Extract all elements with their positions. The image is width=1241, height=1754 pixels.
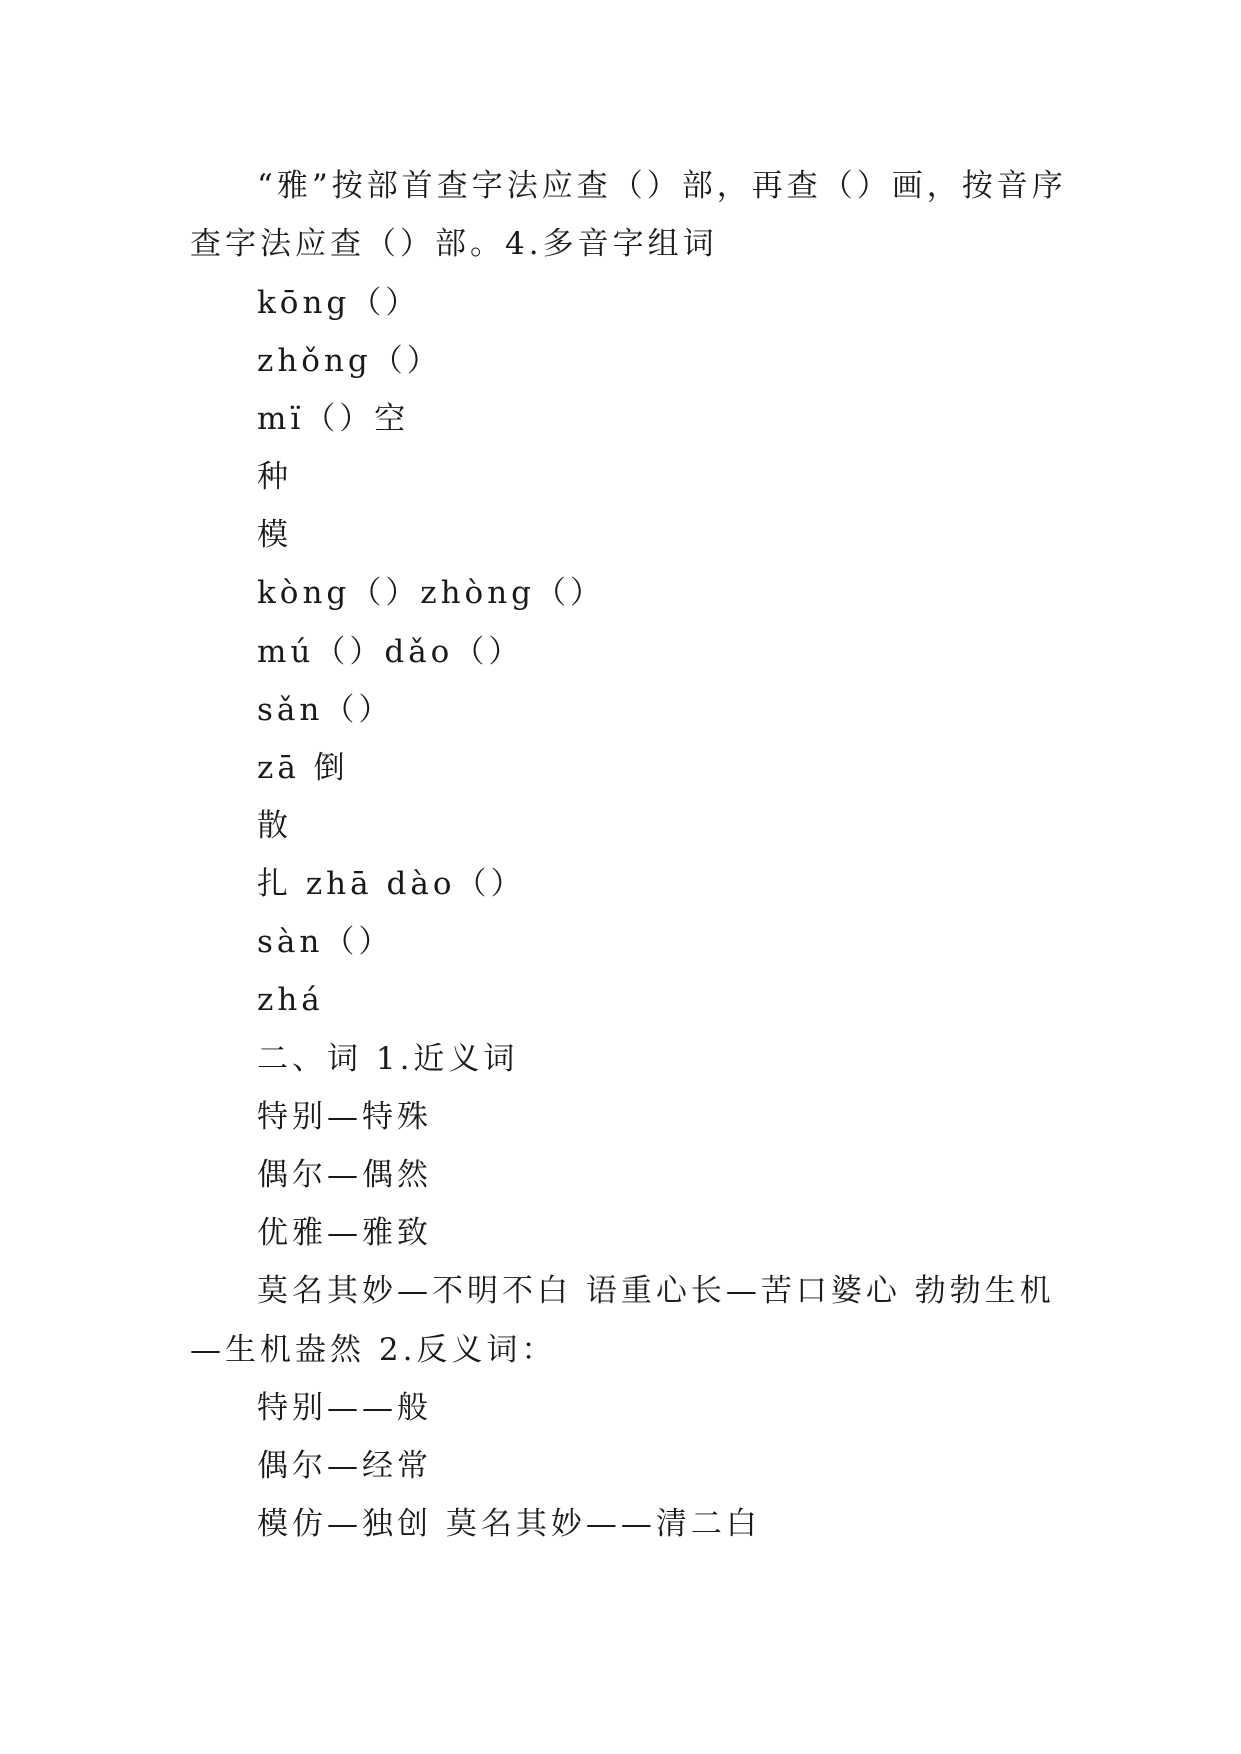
text-line: 偶尔—偶然 <box>257 1157 432 1193</box>
text-line: 散 <box>257 808 292 844</box>
text-line: 种 <box>257 459 292 495</box>
text-line: 模仿—独创 莫名其妙——清二白 <box>257 1506 761 1542</box>
text-line: zhá <box>257 982 324 1018</box>
text-line: kòng（）zhòng（） <box>257 575 606 611</box>
text-line: 特别—特殊 <box>257 1099 432 1135</box>
text-line: 查字法应查（）部。4.多音字组词 <box>190 226 718 262</box>
text-line: 模 <box>257 517 292 553</box>
text-line: 优雅—雅致 <box>257 1215 432 1251</box>
text-line: 特别——般 <box>257 1390 432 1426</box>
section-heading: 二、词 1.近义词 <box>257 1041 519 1077</box>
text-line: sǎn（） <box>257 692 394 728</box>
text-line: mï（）空 <box>257 401 410 437</box>
text-line: 扎 zhā dào（） <box>257 866 526 902</box>
text-line: 莫名其妙—不明不白 语重心长—苦口婆心 勃勃生机 <box>257 1273 1055 1309</box>
text-line: kōng（） <box>257 285 421 321</box>
text-line: zhǒng（） <box>257 343 442 379</box>
text-line: “雅”按部首查字法应查（）部，再查（）画，按音序 <box>257 168 1067 204</box>
text-line: sàn（） <box>257 924 394 960</box>
text-line: mú（）dǎo（） <box>257 634 524 670</box>
text-line: 偶尔—经常 <box>257 1448 432 1484</box>
text-line: —生机盎然 2.反义词： <box>190 1332 557 1368</box>
text-line: zā 倒 <box>257 750 349 786</box>
